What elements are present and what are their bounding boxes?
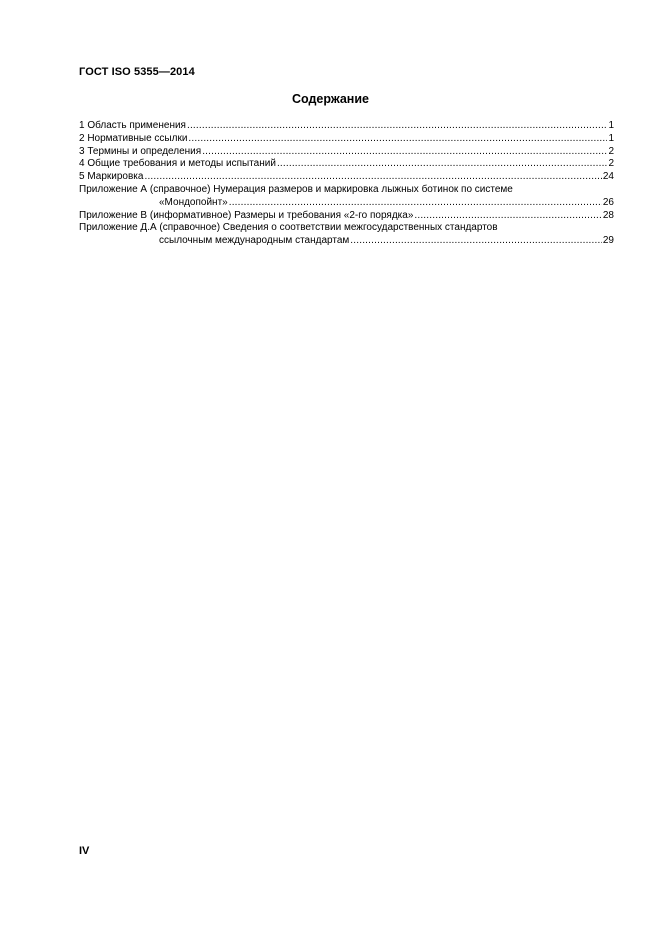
- toc-leader-dots: [187, 120, 607, 133]
- toc-entry-page: 1: [608, 120, 614, 131]
- toc-entry-label-line2: ссылочным международным стандартам: [159, 235, 350, 247]
- toc-leader-dots: [414, 210, 602, 223]
- toc-leader-dots: [350, 235, 602, 248]
- toc-entry-label: Приложение В (информативное) Размеры и требования «2-го порядка»: [79, 209, 414, 221]
- toc-entry-page: 24: [602, 171, 614, 183]
- toc-leader-dots: [229, 197, 602, 210]
- toc-entry-annex-a[interactable]: [79, 184, 614, 210]
- toc-entry-page: 29: [602, 235, 614, 247]
- document-header: ГОСТ ISO 5355—2014: [79, 66, 195, 78]
- toc-entry-label: 2 Нормативные ссылки: [79, 132, 188, 144]
- toc-entry-label: 3 Термины и определения: [79, 145, 202, 157]
- toc-entry-label-line1: Приложение А (справочное) Нумерация размеров и маркировка лыжных ботинок по системе: [79, 183, 513, 195]
- toc-title: Содержание: [291, 92, 369, 106]
- toc-entry-page: 26: [602, 196, 614, 208]
- toc-entry-scope[interactable]: [79, 120, 614, 133]
- toc-entry-annex-b[interactable]: [79, 210, 614, 223]
- toc-entry-page: 2: [608, 145, 614, 157]
- toc-entry-page: 1: [608, 132, 614, 144]
- toc-entry-label: 1 Область применения: [79, 120, 186, 131]
- toc-entry-label-line1: Приложение Д.А (справочное) Сведения о соответствии межгосударственных стандартов: [79, 222, 498, 234]
- table-of-contents: [79, 120, 614, 248]
- toc-entry-page: 2: [608, 158, 614, 170]
- toc-entry-page: 28: [602, 209, 614, 221]
- toc-entry-general-requirements[interactable]: [79, 158, 614, 171]
- toc-entry-label: 5 Маркировка: [79, 171, 144, 183]
- toc-leader-dots: [144, 171, 601, 184]
- page-number: IV: [79, 845, 90, 857]
- toc-entry-label-line2: «Мондопойнт»: [159, 196, 228, 208]
- toc-entry-marking[interactable]: [79, 171, 614, 184]
- toc-entry-annex-da[interactable]: [79, 222, 614, 248]
- toc-leader-dots: [202, 146, 607, 159]
- toc-leader-dots: [188, 133, 607, 146]
- toc-entry-terms[interactable]: [79, 146, 614, 159]
- toc-leader-dots: [277, 158, 608, 171]
- toc-entry-normative-references[interactable]: [79, 133, 614, 146]
- toc-entry-label: 4 Общие требования и методы испытаний: [79, 158, 276, 170]
